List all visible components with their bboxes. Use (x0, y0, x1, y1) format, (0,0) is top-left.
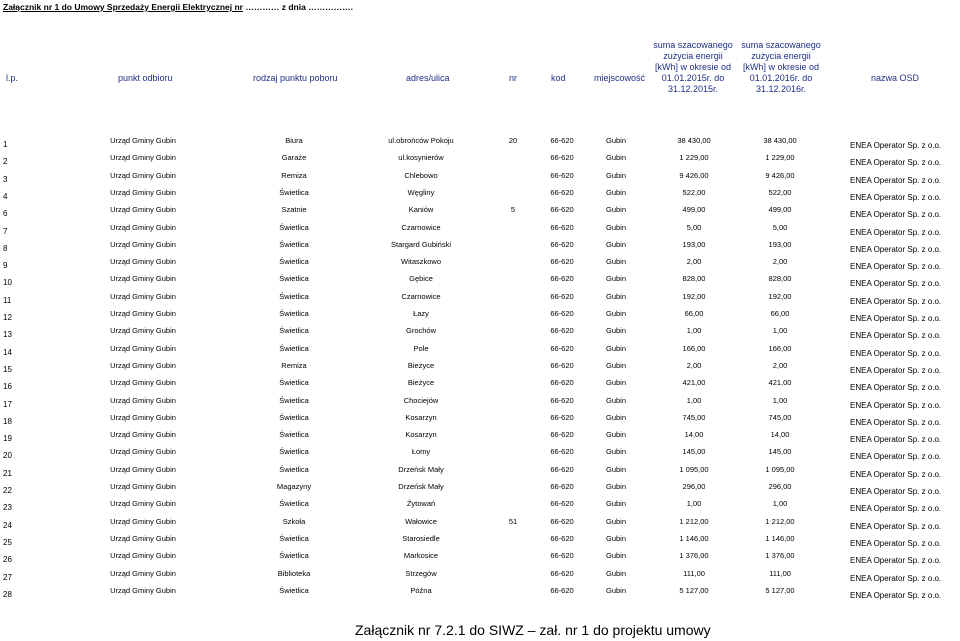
cell-osd: ENEA Operator Sp. z o.o. (850, 279, 942, 289)
cell-punkt-odbioru: Urząd Gminy Gubin (110, 205, 176, 215)
cell-punkt-odbioru: Urząd Gminy Gubin (110, 516, 176, 526)
cell-suma-2015: 499,00 (682, 205, 706, 215)
cell-suma-2015: 5,00 (686, 222, 702, 232)
cell-rodzaj: Biura (285, 136, 303, 145)
cell-punkt-odbioru: Urząd Gminy Gubin (110, 136, 176, 145)
cell-punkt-odbioru: Urząd Gminy Gubin (110, 447, 176, 457)
cell-rodzaj: Garaże (281, 153, 307, 163)
cell-miejscowosc: Gubin (605, 274, 627, 284)
table-row (0, 373, 960, 393)
cell-suma-2015: 166,00 (682, 343, 706, 353)
cell-suma-2015: 1 146,00 (679, 533, 709, 543)
cell-adres: Chociejów (403, 395, 439, 405)
table-row (0, 131, 960, 148)
table-row (0, 218, 960, 235)
cell-kod: 66-620 (550, 412, 574, 422)
table-row (0, 529, 960, 546)
cell-lp: 15 (3, 364, 12, 374)
cell-rodzaj: Magazyny (276, 482, 312, 491)
table-row (0, 494, 960, 514)
cell-kod: 66-620 (550, 136, 574, 145)
cell-miejscowosc: Gubin (605, 205, 627, 215)
cell-rodzaj: Świetlica (279, 257, 309, 267)
header-lp: l.p. (6, 73, 19, 83)
cell-suma-2015: 1,00 (686, 499, 702, 509)
cell-suma-2016: 828,00 (768, 274, 792, 284)
cell-lp: 18 (3, 416, 12, 426)
cell-miejscowosc: Gubin (605, 395, 627, 405)
cell-osd: ENEA Operator Sp. z o.o. (850, 227, 942, 237)
cell-punkt-odbioru: Urząd Gminy Gubin (110, 187, 176, 197)
title-mid: z dnia (279, 2, 306, 12)
cell-rodzaj: Świetlica (279, 430, 309, 440)
cell-punkt-odbioru: Urząd Gminy Gubin (110, 551, 176, 561)
cell-osd: ENEA Operator Sp. z o.o. (850, 573, 942, 583)
cell-miejscowosc: Gubin (605, 239, 627, 249)
cell-miejscowosc: Gubin (605, 326, 627, 336)
cell-osd: ENEA Operator Sp. z o.o. (850, 365, 942, 375)
cell-suma-2016: 499,00 (768, 205, 792, 215)
cell-osd: ENEA Operator Sp. z o.o. (850, 469, 942, 479)
cell-miejscowosc: Gubin (605, 568, 627, 578)
table-row (0, 166, 960, 183)
cell-suma-2015: 745,00 (682, 412, 706, 422)
cell-osd: ENEA Operator Sp. z o.o. (850, 521, 942, 531)
cell-lp: 4 (3, 191, 8, 201)
cell-miejscowosc: Gubin (605, 516, 627, 526)
cell-rodzaj: Świetlica (279, 343, 309, 353)
cell-nr: 5 (510, 205, 516, 215)
cell-kod: 66-620 (550, 153, 574, 163)
cell-kod: 66-620 (550, 326, 574, 336)
cell-miejscowosc: Gubin (605, 464, 627, 474)
header-suma-2016: suma szacowanego zużycia energii [kWh] w okresie od 01.01.2016r. do 31.12.2016r. (741, 40, 821, 94)
cell-suma-2016: 66,00 (770, 309, 790, 318)
cell-miejscowosc: Gubin (605, 533, 627, 543)
cell-suma-2016: 1 146,00 (765, 533, 795, 543)
cell-kod: 66-620 (550, 568, 574, 578)
cell-punkt-odbioru: Urząd Gminy Gubin (110, 378, 176, 388)
cell-suma-2015: 9 426,00 (679, 170, 709, 180)
header-suma-2015: suma szacowanego zużycia energii [kWh] w okresie od 01.01.2015r. do 31.12.2015r. (653, 40, 733, 94)
cell-adres: Drzeńsk Mały (398, 482, 444, 491)
cell-rodzaj: Świetlica (279, 239, 309, 249)
cell-kod: 66-620 (550, 464, 574, 474)
cell-osd: ENEA Operator Sp. z o.o. (850, 487, 942, 496)
cell-adres: Bieżyce (407, 360, 435, 370)
cell-suma-2015: 5 127,00 (679, 585, 709, 595)
cell-lp: 28 (3, 589, 12, 599)
table-row (0, 512, 960, 529)
cell-punkt-odbioru: Urząd Gminy Gubin (110, 395, 176, 405)
cell-suma-2016: 1,00 (772, 326, 788, 336)
cell-miejscowosc: Gubin (605, 360, 627, 370)
cell-kod: 66-620 (550, 257, 574, 267)
cell-punkt-odbioru: Urząd Gminy Gubin (110, 257, 176, 267)
cell-adres: Żytowań (406, 499, 436, 509)
cell-rodzaj: Świetlica (279, 412, 309, 422)
cell-osd: ENEA Operator Sp. z o.o. (850, 348, 942, 358)
cell-adres: Chlebowo (404, 170, 438, 180)
cell-lp: 1 (3, 140, 8, 149)
cell-adres: Witaszkowo (400, 257, 442, 267)
cell-punkt-odbioru: Urząd Gminy Gubin (110, 170, 176, 180)
cell-rodzaj: Remiza (281, 170, 307, 180)
cell-lp: 23 (3, 503, 12, 513)
cell-nr: 20 (508, 136, 518, 145)
cell-suma-2016: 111,00 (769, 568, 791, 578)
cell-kod: 66-620 (550, 516, 574, 526)
cell-punkt-odbioru: Urząd Gminy Gubin (110, 482, 176, 491)
cell-rodzaj: Świetlica (279, 187, 309, 197)
cell-kod: 66-620 (550, 343, 574, 353)
cell-adres: Wałowice (405, 516, 437, 526)
cell-adres: Drzeńsk Mały (398, 464, 444, 474)
cell-lp: 17 (3, 399, 12, 409)
cell-suma-2015: 1,00 (686, 326, 702, 336)
cell-suma-2015: 421,00 (682, 378, 706, 388)
cell-lp: 27 (3, 572, 12, 582)
cell-adres: Łomy (411, 447, 431, 457)
cell-adres: ul.obrońców Pokoju (388, 136, 454, 145)
table-row (0, 408, 960, 425)
cell-punkt-odbioru: Urząd Gminy Gubin (110, 360, 176, 370)
cell-rodzaj: Świetlica (279, 274, 309, 284)
header-nazwa-osd: nazwa OSD (871, 73, 920, 83)
cell-lp: 12 (3, 313, 12, 322)
cell-suma-2016: 1 212,00 (765, 516, 795, 526)
cell-lp: 2 (3, 157, 8, 167)
cell-kod: 66-620 (550, 360, 574, 370)
cell-miejscowosc: Gubin (605, 291, 627, 301)
cell-rodzaj: Świetlica (279, 378, 309, 388)
cell-suma-2015: 2,00 (686, 360, 702, 370)
cell-punkt-odbioru: Urząd Gminy Gubin (110, 326, 176, 336)
cell-suma-2016: 192,00 (768, 291, 792, 301)
cell-lp: 21 (3, 468, 12, 478)
cell-kod: 66-620 (550, 187, 574, 197)
cell-kod: 66-620 (550, 205, 574, 215)
table-row (0, 252, 960, 272)
cell-kod: 66-620 (550, 551, 574, 561)
cell-osd: ENEA Operator Sp. z o.o. (850, 383, 942, 393)
cell-kod: 66-620 (550, 430, 574, 440)
cell-osd: ENEA Operator Sp. z o.o. (850, 314, 942, 323)
cell-miejscowosc: Gubin (605, 343, 627, 353)
cell-adres: Łazy (413, 309, 429, 318)
cell-osd: ENEA Operator Sp. z o.o. (850, 192, 942, 202)
table-row (0, 477, 960, 494)
cell-kod: 66-620 (550, 239, 574, 249)
cell-kod: 66-620 (550, 170, 574, 180)
cell-osd: ENEA Operator Sp. z o.o. (850, 296, 942, 306)
cell-suma-2016: 296,00 (768, 482, 792, 491)
table-row (0, 200, 960, 220)
cell-adres: Gębice (409, 274, 433, 284)
cell-osd: ENEA Operator Sp. z o.o. (850, 141, 942, 150)
cell-suma-2016: 2,00 (772, 360, 788, 370)
cell-rodzaj: Remiza (281, 360, 307, 370)
cell-suma-2015: 296,00 (682, 482, 706, 491)
cell-miejscowosc: Gubin (605, 430, 627, 440)
cell-lp: 16 (3, 382, 12, 392)
cell-rodzaj: Szatnie (281, 205, 307, 215)
header-adres: adres/ulica (406, 73, 450, 83)
cell-rodzaj: Świetlica (279, 222, 309, 232)
cell-rodzaj: Biblioteka (277, 568, 311, 578)
cell-lp: 7 (3, 226, 8, 236)
cell-miejscowosc: Gubin (605, 551, 627, 561)
cell-osd: ENEA Operator Sp. z o.o. (850, 175, 942, 185)
table-row (0, 287, 960, 304)
cell-kod: 66-620 (550, 585, 574, 595)
cell-suma-2016: 145,00 (768, 447, 792, 457)
cell-rodzaj: Świetlica (279, 447, 309, 457)
table-row (0, 564, 960, 581)
cell-adres: Węgliny (407, 187, 435, 197)
cell-kod: 66-620 (550, 499, 574, 509)
cell-miejscowosc: Gubin (605, 136, 627, 145)
cell-osd: ENEA Operator Sp. z o.o. (850, 435, 942, 445)
cell-kod: 66-620 (550, 309, 574, 318)
cell-punkt-odbioru: Urząd Gminy Gubin (110, 430, 176, 440)
cell-osd: ENEA Operator Sp. z o.o. (850, 400, 942, 410)
cell-suma-2016: 1 095,00 (765, 464, 795, 474)
cell-osd: ENEA Operator Sp. z o.o. (850, 158, 942, 168)
cell-osd: ENEA Operator Sp. z o.o. (850, 556, 942, 566)
cell-kod: 66-620 (550, 291, 574, 301)
cell-osd: ENEA Operator Sp. z o.o. (850, 590, 942, 600)
cell-suma-2015: 193,00 (682, 239, 706, 249)
cell-suma-2015: 192,00 (682, 291, 706, 301)
table-row (0, 391, 960, 408)
title-prefix: Załącznik nr 1 do Umowy Sprzedaży Energii Elektrycznej nr (3, 2, 243, 12)
cell-suma-2016: 193,00 (768, 239, 792, 249)
cell-lp: 13 (3, 330, 12, 340)
cell-kod: 66-620 (550, 447, 574, 457)
cell-adres: Kosarzyn (405, 430, 437, 440)
cell-suma-2015: 14,00 (684, 430, 704, 440)
table-row (0, 304, 960, 321)
cell-adres: Stargard Gubiński (390, 239, 452, 249)
cell-miejscowosc: Gubin (605, 309, 627, 318)
cell-lp: 14 (3, 347, 12, 357)
cell-punkt-odbioru: Urząd Gminy Gubin (110, 239, 176, 249)
cell-suma-2016: 5 127,00 (765, 585, 795, 595)
cell-punkt-odbioru: Urząd Gminy Gubin (110, 464, 176, 474)
cell-lp: 11 (3, 295, 12, 305)
cell-lp: 8 (3, 243, 8, 253)
cell-lp: 22 (3, 486, 12, 495)
cell-suma-2015: 522,00 (682, 187, 706, 197)
cell-nr: 51 (508, 516, 518, 526)
cell-miejscowosc: Gubin (605, 153, 627, 163)
cell-kod: 66-620 (550, 533, 574, 543)
cell-osd: ENEA Operator Sp. z o.o. (850, 210, 942, 220)
cell-suma-2016: 522,00 (768, 187, 792, 197)
table-row (0, 321, 960, 341)
cell-suma-2015: 1 095,00 (679, 464, 709, 474)
cell-suma-2016: 9 426,00 (765, 170, 795, 180)
table-row (0, 546, 960, 566)
cell-suma-2016: 1,00 (772, 499, 788, 509)
cell-lp: 10 (3, 278, 12, 288)
cell-miejscowosc: Gubin (605, 412, 627, 422)
header-rodzaj-punktu: rodzaj punktu poboru (253, 73, 338, 83)
cell-suma-2016: 2,00 (772, 257, 788, 267)
cell-suma-2016: 5,00 (772, 222, 788, 232)
cell-rodzaj: Świetlica (279, 464, 309, 474)
cell-lp: 9 (3, 261, 8, 271)
cell-suma-2016: 166,00 (768, 343, 792, 353)
cell-suma-2015: 145,00 (682, 447, 706, 457)
cell-rodzaj: Świetlica (279, 291, 309, 301)
cell-lp: 19 (3, 434, 12, 444)
cell-adres: Markosice (403, 551, 439, 561)
cell-punkt-odbioru: Urząd Gminy Gubin (110, 412, 176, 422)
cell-miejscowosc: Gubin (605, 482, 627, 491)
cell-rodzaj: Świetlica (279, 326, 309, 336)
table-row (0, 442, 960, 462)
header-miejscowosc: miejscowość (594, 73, 646, 83)
cell-adres: ul.kosynierów (398, 153, 444, 163)
cell-miejscowosc: Gubin (605, 378, 627, 388)
cell-punkt-odbioru: Urząd Gminy Gubin (110, 222, 176, 232)
header-punkt-odbioru: punkt odbioru (118, 73, 173, 83)
cell-suma-2015: 1 212,00 (679, 516, 709, 526)
header-nr: nr (509, 73, 518, 83)
table-row (0, 183, 960, 200)
cell-punkt-odbioru: Urząd Gminy Gubin (110, 533, 176, 543)
cell-suma-2016: 38 430,00 (763, 136, 797, 145)
cell-adres: Pole (413, 343, 429, 353)
cell-osd: ENEA Operator Sp. z o.o. (850, 262, 942, 272)
title-dots-1: ………… (245, 2, 280, 12)
cell-miejscowosc: Gubin (605, 257, 627, 267)
cell-miejscowosc: Gubin (605, 222, 627, 232)
cell-suma-2015: 1 376,00 (679, 551, 709, 561)
table-row (0, 148, 960, 168)
cell-rodzaj: Świetlica (279, 551, 309, 561)
cell-suma-2015: 66,00 (684, 309, 704, 318)
table-row (0, 460, 960, 477)
cell-lp: 26 (3, 555, 12, 565)
table-row (0, 339, 960, 356)
table-row (0, 269, 960, 289)
cell-rodzaj: Świetlica (279, 533, 309, 543)
cell-miejscowosc: Gubin (605, 187, 627, 197)
cell-lp: 20 (3, 451, 12, 461)
cell-adres: Późna (410, 585, 432, 595)
cell-suma-2015: 828,00 (682, 274, 706, 284)
document-title (3, 2, 353, 12)
cell-punkt-odbioru: Urząd Gminy Gubin (110, 499, 176, 509)
cell-kod: 66-620 (550, 378, 574, 388)
cell-adres: Czarnowice (401, 222, 441, 232)
cell-adres: Starosiedle (402, 533, 440, 543)
cell-rodzaj: Szkoła (282, 516, 306, 526)
cell-kod: 66-620 (550, 222, 574, 232)
table-row (0, 356, 960, 373)
cell-lp: 25 (3, 537, 12, 547)
footer-note: Załącznik nr 7.2.1 do SIWZ – zał. nr 1 do projektu umowy (355, 622, 711, 638)
cell-suma-2016: 1 376,00 (765, 551, 795, 561)
cell-miejscowosc: Gubin (605, 447, 627, 457)
cell-punkt-odbioru: Urząd Gminy Gubin (110, 274, 176, 284)
cell-lp: 24 (3, 520, 12, 530)
cell-suma-2015: 2,00 (686, 257, 702, 267)
cell-punkt-odbioru: Urząd Gminy Gubin (110, 309, 176, 318)
cell-kod: 66-620 (550, 482, 574, 491)
cell-suma-2015: 111,00 (683, 568, 705, 578)
cell-suma-2016: 1 229,00 (765, 153, 795, 163)
cell-rodzaj: Świetlica (279, 585, 309, 595)
table-row (0, 581, 960, 598)
cell-adres: Kosarzyn (405, 412, 437, 422)
cell-suma-2016: 745,00 (768, 412, 792, 422)
cell-osd: ENEA Operator Sp. z o.o. (850, 417, 942, 427)
cell-adres: Bieżyce (407, 378, 435, 388)
table-row (0, 235, 960, 252)
cell-punkt-odbioru: Urząd Gminy Gubin (110, 291, 176, 301)
cell-miejscowosc: Gubin (605, 170, 627, 180)
cell-adres: Strzegów (405, 568, 437, 578)
cell-suma-2015: 38 430,00 (677, 136, 711, 145)
cell-suma-2016: 1,00 (772, 395, 788, 405)
cell-rodzaj: Świetlica (279, 309, 309, 318)
cell-rodzaj: Świetlica (279, 395, 309, 405)
cell-lp: 6 (3, 209, 8, 219)
cell-suma-2016: 14,00 (770, 430, 790, 440)
cell-miejscowosc: Gubin (605, 585, 627, 595)
cell-osd: ENEA Operator Sp. z o.o. (850, 244, 942, 254)
cell-punkt-odbioru: Urząd Gminy Gubin (110, 343, 176, 353)
title-dots-2: ……………. (308, 2, 354, 12)
cell-punkt-odbioru: Urząd Gminy Gubin (110, 585, 176, 595)
header-kod: kod (551, 73, 566, 83)
cell-adres: Czarnowice (401, 291, 441, 301)
cell-miejscowosc: Gubin (605, 499, 627, 509)
cell-punkt-odbioru: Urząd Gminy Gubin (110, 568, 176, 578)
cell-osd: ENEA Operator Sp. z o.o. (850, 452, 942, 462)
cell-kod: 66-620 (550, 395, 574, 405)
cell-suma-2016: 421,00 (768, 378, 792, 388)
cell-suma-2015: 1 229,00 (679, 153, 709, 163)
cell-adres: Grochów (405, 326, 437, 336)
cell-osd: ENEA Operator Sp. z o.o. (850, 538, 942, 548)
cell-osd: ENEA Operator Sp. z o.o. (850, 331, 942, 341)
cell-osd: ENEA Operator Sp. z o.o. (850, 504, 942, 514)
cell-lp: 3 (3, 174, 8, 184)
cell-kod: 66-620 (550, 274, 574, 284)
cell-adres: Kaniów (408, 205, 434, 215)
cell-rodzaj: Świetlica (279, 499, 309, 509)
cell-suma-2015: 1,00 (686, 395, 702, 405)
cell-punkt-odbioru: Urząd Gminy Gubin (110, 153, 176, 163)
table-row (0, 425, 960, 445)
